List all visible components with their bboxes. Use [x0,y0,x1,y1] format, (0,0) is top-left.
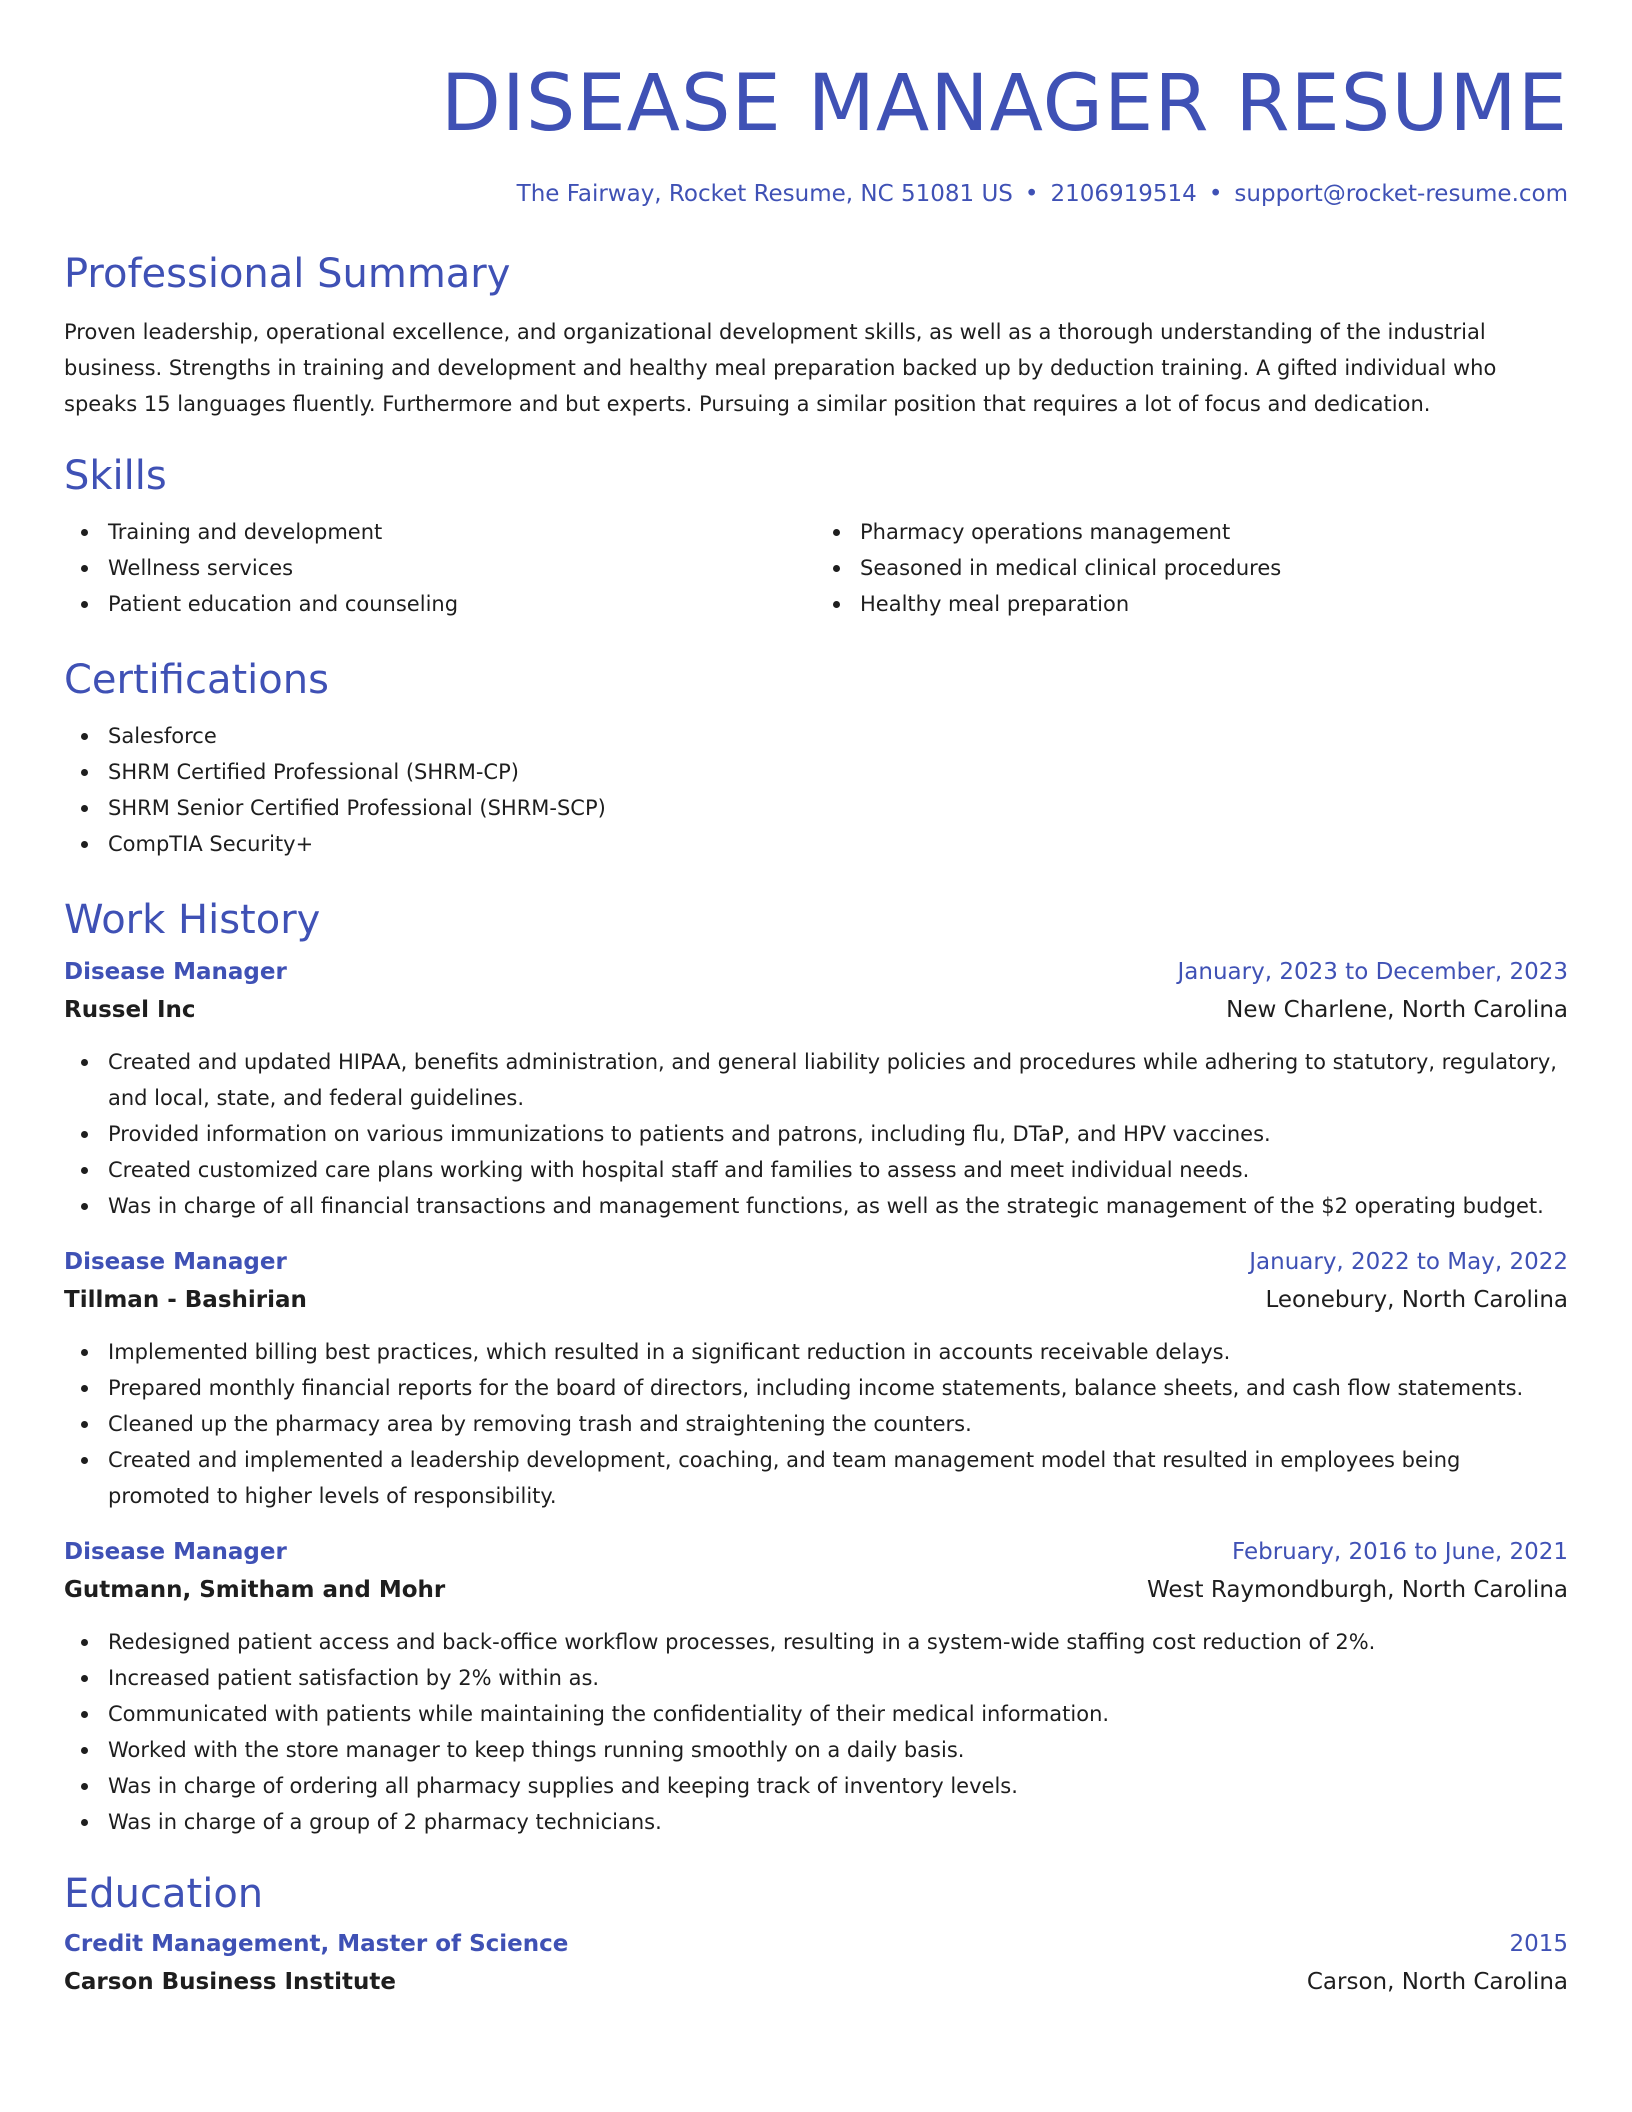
certification-item: CompTIA Security+ [64,826,1568,862]
job-bullet: Prepared monthly financial reports for the board of directors, including income statements, balance sheets, and cash flow statements. [64,1370,1568,1406]
job-entry [64,954,1568,1224]
job-title: Disease Manager [64,1539,287,1565]
job-bullet: Created customized care plans working with hospital staff and families to assess and meet individual needs. [64,1152,1568,1188]
education-entry [64,1926,1568,2002]
job-bullets [64,1334,1568,1514]
job-bullet: Was in charge of a group of 2 pharmacy technicians. [64,1804,1568,1840]
skill-item: Seasoned in medical clinical procedures [816,550,1568,586]
job-dates: January, 2022 to May, 2022 [1249,1249,1568,1275]
job-bullet: Was in charge of ordering all pharmacy supplies and keeping track of inventory levels. [64,1768,1568,1804]
contact-line [64,180,1568,208]
job-entry [64,1244,1568,1514]
job-bullet: Created and implemented a leadership development, coaching, and team management model that resulted in employees being promoted to higher levels of responsibility. [64,1442,1568,1514]
job-location: Leonebury, North Carolina [1265,1287,1568,1313]
resume-header [64,58,1568,208]
job-company: Tillman - Bashirian [64,1287,307,1313]
certification-item: SHRM Senior Certified Professional (SHRM-SCP) [64,790,1568,826]
job-bullet: Created and updated HIPAA, benefits administration, and general liability policies and procedures while adhering to statutory, regulatory, and local, state, and federal guidelines. [64,1044,1568,1116]
job-entry [64,1534,1568,1840]
contact-separator: • [1208,181,1223,207]
contact-separator: • [1024,181,1039,207]
summary-text: Proven leadership, operational excellence, and organizational development skills, as well as a thorough understanding of the industrial business. Strengths in training and development and healthy meal preparation backed up by deduction training. A gifted individual who speaks 15 languages fluently. Furthermore and but experts. Pursuing a similar position that requires a lot of focus and dedication. [64,320,1497,416]
job-bullets [64,1624,1568,1840]
resume-title: DISEASE MANAGER RESUME [440,59,1568,149]
contact-address: The Fairway, Rocket Resume, NC 51081 US [516,181,1013,207]
education-school: Carson Business Institute [64,1969,396,1995]
job-bullet: Worked with the store manager to keep things running smoothly on a daily basis. [64,1732,1568,1768]
job-title: Disease Manager [64,959,287,985]
contact-phone: 2106919514 [1050,181,1197,207]
job-bullet: Cleaned up the pharmacy area by removing trash and straightening the counters. [64,1406,1568,1442]
skill-item: Healthy meal preparation [816,586,1568,622]
contact-email: support@rocket-resume.com [1234,181,1568,207]
skill-item: Training and development [64,514,816,550]
job-bullet: Redesigned patient access and back-office workflow processes, resulting in a system-wide staffing cost reduction of 2%. [64,1624,1568,1660]
work-history-heading: Work History [64,897,321,943]
certification-item: SHRM Certified Professional (SHRM-CP) [64,754,1568,790]
job-company: Russel Inc [64,997,196,1023]
job-title: Disease Manager [64,1249,287,1275]
education-degree: Credit Management, Master of Science [64,1931,569,1957]
job-dates: February, 2016 to June, 2021 [1231,1539,1568,1565]
job-location: New Charlene, North Carolina [1226,997,1568,1023]
skills-column-left [64,514,816,622]
job-bullets [64,1044,1568,1224]
certification-item: Salesforce [64,718,1568,754]
education-location: Carson, North Carolina [1306,1969,1568,1995]
skills-grid [64,514,1568,622]
education-year: 2015 [1509,1931,1568,1957]
skill-item: Wellness services [64,550,816,586]
skill-item: Pharmacy operations management [816,514,1568,550]
summary-heading: Professional Summary [64,251,511,297]
education-heading: Education [64,1871,264,1917]
job-bullet: Was in charge of all financial transactions and management functions, as well as the strategic management of the $2 operating budget. [64,1188,1568,1224]
job-bullet: Provided information on various immunizations to patients and patrons, including flu, DTaP, and HPV vaccines. [64,1116,1568,1152]
job-company: Gutmann, Smitham and Mohr [64,1577,446,1603]
job-bullet: Communicated with patients while maintaining the confidentiality of their medical information. [64,1696,1568,1732]
skills-heading: Skills [64,453,167,499]
job-location: West Raymondburgh, North Carolina [1147,1577,1568,1603]
certifications-heading: Certifications [64,657,329,703]
job-dates: January, 2023 to December, 2023 [1177,959,1568,985]
certifications-list [64,718,1568,862]
job-bullet: Implemented billing best practices, which resulted in a significant reduction in accounts receivable delays. [64,1334,1568,1370]
job-bullet: Increased patient satisfaction by 2% within as. [64,1660,1568,1696]
skill-item: Patient education and counseling [64,586,816,622]
skills-column-right [816,514,1568,622]
